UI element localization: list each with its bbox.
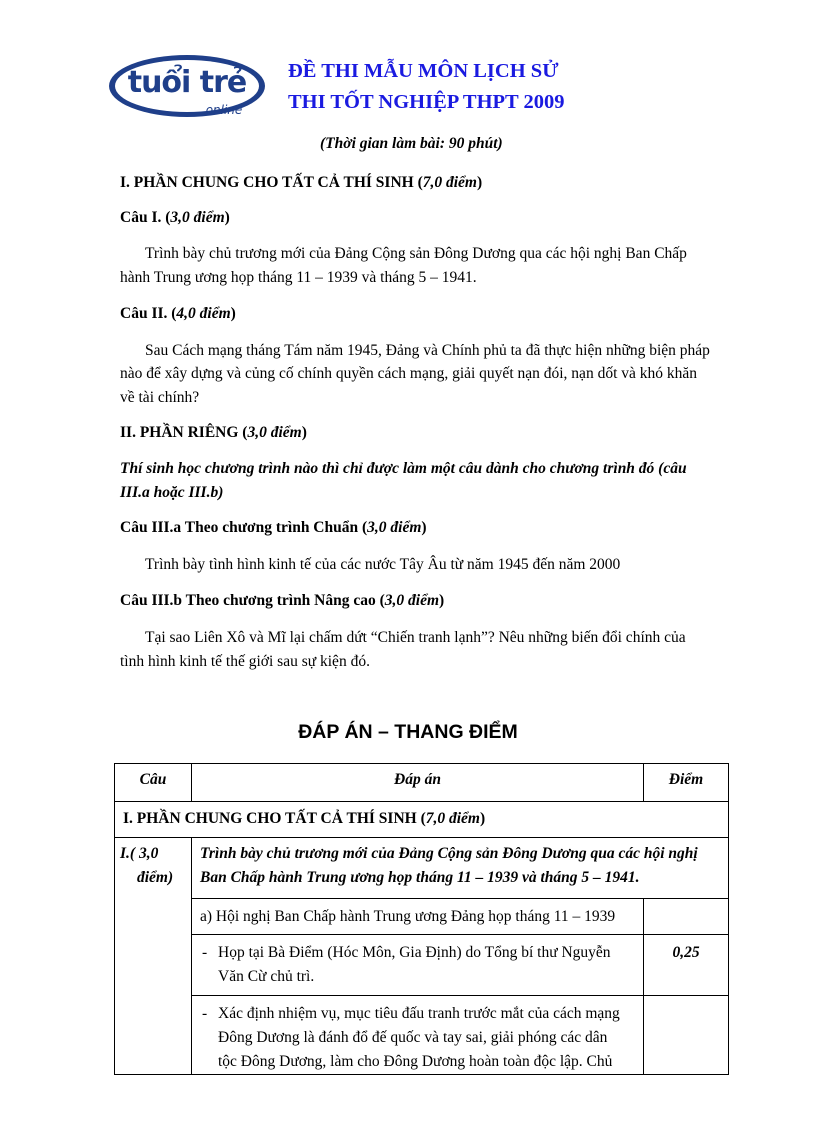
q1-text-line2: hành Trung ương họp tháng 11 – 1939 và tháng 5 – 1941. — [120, 269, 477, 286]
bullet2-line2: Đông Dương là đánh đổ đế quốc và tay sai, giải phóng các dân — [218, 1029, 608, 1046]
part2-points: 3,0 điểm — [247, 424, 302, 441]
bullet1-dash: - — [202, 944, 208, 961]
q3a-label-text: Câu III.a Theo chương trình Chuẩn ( — [120, 519, 368, 536]
part1-heading — [120, 170, 482, 195]
bullet2-dash: - — [202, 1005, 208, 1022]
part2-close: ) — [301, 424, 307, 441]
bullet2-cell — [192, 996, 644, 1075]
part2-note-line1: Thí sinh học chương trình nào thì chỉ được làm một câu dành cho chương trình đó (câu — [120, 460, 687, 477]
q2-label-text: Câu II. ( — [120, 305, 177, 322]
bullet1-line2: Văn Cừ chủ trì. — [218, 968, 315, 985]
q3a-label — [120, 515, 427, 540]
question-label-line2: điểm) — [137, 869, 174, 886]
question-text-line2: Ban Chấp hành Trung ương họp tháng 11 – 1939 và tháng 5 – 1941. — [200, 869, 640, 886]
part1-close: ) — [476, 174, 483, 191]
tuoi-tre-logo — [106, 52, 268, 120]
q3a-close: ) — [421, 519, 427, 536]
section-heading — [115, 802, 729, 838]
item-a-cell — [192, 899, 644, 935]
q1-label-text: Câu I. ( — [120, 209, 171, 226]
bullet1-line1: Họp tại Bà Điểm (Hóc Môn, Gia Định) do Tổng bí thư Nguyễn — [218, 944, 611, 961]
section-points: 7,0 điểm — [425, 810, 480, 827]
q2-text-line1: Sau Cách mạng tháng Tám năm 1945, Đảng và Chính phủ ta đã thực hiện những biện pháp — [145, 342, 710, 359]
q1-label — [120, 205, 230, 230]
part2-note-line2: III.a hoặc III.b) — [120, 484, 224, 501]
col-answer-header: Đáp án — [192, 764, 644, 802]
q2-close: ) — [230, 305, 236, 322]
item-a-points — [644, 899, 729, 935]
part2-heading-text: II. PHẦN RIÊNG ( — [120, 424, 248, 441]
q3b-label — [120, 588, 444, 613]
section-row — [115, 802, 729, 838]
q3a-points: 3,0 điểm — [367, 519, 422, 536]
question-row — [115, 838, 729, 899]
svg-text:tuổi trẻ: tuổi trẻ — [127, 65, 247, 100]
col-points-header: Điểm — [644, 764, 729, 802]
section-heading-text: I. PHẦN CHUNG CHO TẤT CẢ THÍ SINH ( — [123, 810, 426, 827]
part1-points: 7,0 điểm — [422, 174, 477, 191]
bullet2-points — [644, 996, 729, 1075]
q2-label — [120, 301, 236, 326]
svg-text:online: online — [205, 103, 243, 117]
bullet2-line3: tộc Đông Dương, làm cho Đông Dương hoàn toàn độc lập. Chủ — [218, 1053, 613, 1070]
bullet1-points: 0,25 — [644, 935, 729, 996]
q2-text-line3: về tài chính? — [120, 389, 200, 406]
question-text-cell — [192, 838, 729, 899]
answer-table — [114, 763, 729, 1075]
bullet2-line1: Xác định nhiệm vụ, mục tiêu đấu tranh trước mắt của cách mạng — [218, 1005, 620, 1022]
answer-table-header — [115, 764, 729, 802]
question-label-line1: I.( 3,0 — [120, 845, 159, 862]
q3b-text-line2: tình hình kinh tế thế giới sau sự kiện đó. — [120, 653, 370, 670]
q3a-text-line1: Trình bày tình hình kinh tế của các nước Tây Âu từ năm 1945 đến năm 2000 — [145, 556, 621, 573]
exam-title-line2: THI TỐT NGHIỆP THPT 2009 — [288, 91, 565, 113]
question-label-cell — [115, 838, 192, 1075]
item-a-text: a) Hội nghị Ban Chấp hành Trung ương Đảng họp tháng 11 – 1939 — [200, 908, 616, 925]
q1-text-line1: Trình bày chủ trương mới của Đảng Cộng sản Đông Dương qua các hội nghị Ban Chấp — [145, 245, 687, 262]
section-close: ) — [479, 810, 486, 827]
q3b-points: 3,0 điểm — [384, 592, 440, 609]
question-text-line1: Trình bày chủ trương mới của Đảng Cộng sản Đông Dương qua các hội nghị — [200, 845, 698, 862]
part1-heading-text: I. PHẦN CHUNG CHO TẤT CẢ THÍ SINH ( — [120, 174, 423, 191]
time-note: (Thời gian làm bài: 90 phút) — [320, 135, 503, 152]
q2-text-line2: nào để xây dựng và củng cố chính quyền cách mạng, giải quyết nạn đói, nạn dốt và khó khăn — [120, 365, 698, 382]
q3b-close: ) — [439, 592, 445, 609]
q3b-label-text: Câu III.b Theo chương trình Nâng cao ( — [120, 592, 385, 609]
tuoi-tre-logo-graphic — [106, 52, 268, 120]
q1-close: ) — [224, 209, 230, 226]
answer-key-title: ĐÁP ÁN – THANG ĐIỂM — [298, 721, 518, 743]
q1-points: 3,0 điểm — [170, 209, 225, 226]
q2-points: 4,0 điểm — [176, 305, 231, 322]
q3b-text-line1: Tại sao Liên Xô và Mĩ lại chấm dứt “Chiến tranh lạnh”? Nêu những biến đổi chính của — [145, 629, 686, 646]
bullet1-row — [115, 935, 729, 996]
bullet1-cell — [192, 935, 644, 996]
item-a-row — [115, 899, 729, 935]
exam-title-line1: ĐỀ THI MẪU MÔN LỊCH SỬ — [288, 60, 559, 82]
bullet2-row — [115, 996, 729, 1075]
part2-heading — [120, 420, 307, 445]
col-question-header: Câu — [115, 764, 192, 802]
